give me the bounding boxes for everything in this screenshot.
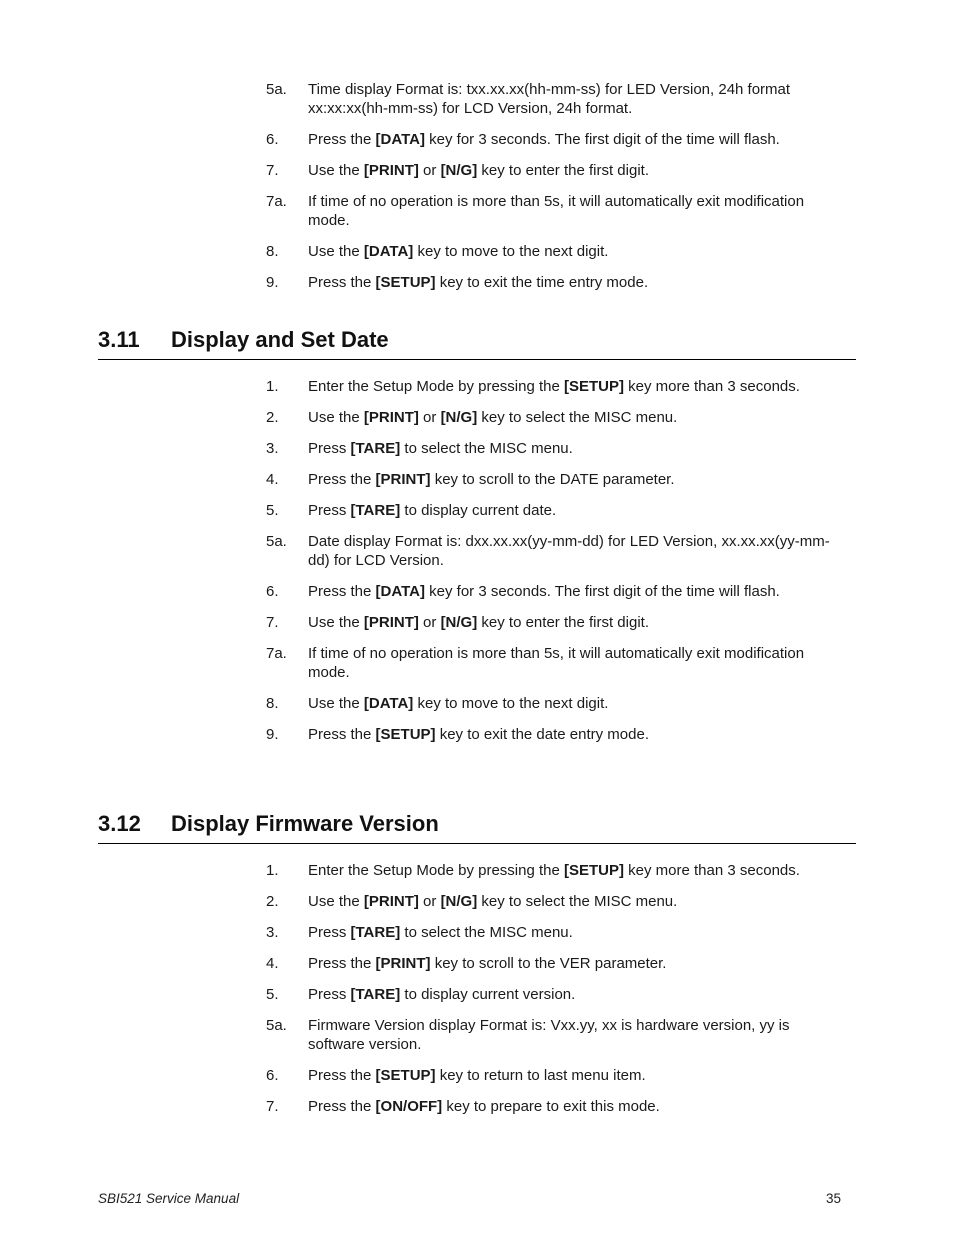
- step-text-segment: key to exit the date entry mode.: [435, 726, 649, 743]
- step-text-segment: Use the: [308, 409, 364, 426]
- step-text-segment: to select the MISC menu.: [400, 924, 573, 941]
- key-label: [DATA]: [375, 583, 425, 600]
- section-title: Display Firmware Version: [171, 811, 439, 836]
- step-number: 8.: [266, 243, 279, 260]
- step-text: [308, 502, 556, 519]
- list-item: [266, 644, 846, 682]
- key-label: [N/G]: [440, 893, 478, 910]
- step-number: 4.: [266, 471, 279, 488]
- step-number: 7.: [266, 1098, 279, 1115]
- step-text-segment: key to move to the next digit.: [413, 695, 609, 712]
- list-item: [266, 439, 846, 458]
- step-number: 1.: [266, 378, 279, 395]
- step-text: [308, 162, 649, 179]
- step-text-segment: key to exit the time entry mode.: [435, 274, 649, 291]
- step-text: [308, 1017, 790, 1053]
- step-text-segment: Enter the Setup Mode by pressing the: [308, 862, 564, 879]
- step-number: 7a.: [266, 645, 287, 662]
- key-label: [PRINT]: [363, 614, 419, 631]
- step-text: [308, 955, 666, 972]
- step-text-segment: Use the: [308, 614, 364, 631]
- key-label: [PRINT]: [375, 471, 431, 488]
- step-text: [308, 243, 608, 260]
- list-item: [266, 532, 846, 570]
- key-label: [N/G]: [440, 409, 478, 426]
- list-item: [266, 1097, 846, 1116]
- list-item: [266, 377, 846, 396]
- step-number: 6.: [266, 131, 279, 148]
- list-item: [266, 1066, 846, 1085]
- step-text-segment: to display current date.: [400, 502, 557, 519]
- step-number: 7.: [266, 614, 279, 631]
- key-label: [N/G]: [440, 162, 478, 179]
- step-text-segment: Press the: [308, 131, 376, 148]
- step-text-segment: to display current version.: [400, 986, 576, 1003]
- step-text-segment: Use the: [308, 243, 364, 260]
- step-text-segment: If time of no operation is more than 5s, it will automatically exit modification mode.: [308, 193, 805, 229]
- step-text-segment: or: [418, 409, 441, 426]
- key-label: [SETUP]: [564, 862, 624, 879]
- intro-step-list: [266, 80, 846, 304]
- step-number: 5.: [266, 986, 279, 1003]
- step-text-segment: Press the: [308, 955, 376, 972]
- list-item: [266, 985, 846, 1004]
- step-text-segment: key more than 3 seconds.: [624, 378, 800, 395]
- step-text-segment: Press the: [308, 583, 376, 600]
- step-number: 5.: [266, 502, 279, 519]
- key-label: [DATA]: [375, 131, 425, 148]
- list-item: [266, 923, 846, 942]
- list-item: [266, 273, 846, 292]
- section-3-11-step-list: [266, 377, 846, 756]
- step-text-segment: or: [418, 893, 441, 910]
- step-text: [308, 1098, 660, 1115]
- section-3-12-heading: [98, 811, 856, 844]
- section-3-12-step-list: [266, 861, 846, 1128]
- key-label: [SETUP]: [375, 726, 436, 743]
- list-item: [266, 954, 846, 973]
- step-number: 9.: [266, 726, 279, 743]
- step-text-segment: Use the: [308, 695, 364, 712]
- step-text-segment: key to enter the first digit.: [477, 162, 649, 179]
- step-number: 5a.: [266, 533, 287, 550]
- step-text: [308, 378, 800, 395]
- step-number: 6.: [266, 583, 279, 600]
- step-text-segment: key for 3 seconds. The first digit of the time will flash.: [424, 583, 780, 600]
- step-text-segment: Press: [308, 986, 351, 1003]
- footer-manual-title: SBI521 Service Manual: [98, 1191, 240, 1206]
- step-text-segment: Enter the Setup Mode by pressing the: [308, 378, 564, 395]
- step-text-segment: key to scroll to the DATE parameter.: [430, 471, 675, 488]
- step-text-segment: or: [418, 162, 441, 179]
- step-text: [308, 583, 780, 600]
- step-text-segment: Press the: [308, 471, 376, 488]
- step-text: [308, 726, 649, 743]
- key-label: [TARE]: [350, 924, 401, 941]
- section-title: Display and Set Date: [171, 327, 389, 352]
- key-label: [TARE]: [350, 502, 401, 519]
- step-number: 9.: [266, 274, 279, 291]
- step-text-segment: key for 3 seconds. The first digit of the time will flash.: [424, 131, 780, 148]
- step-text-segment: key to enter the first digit.: [477, 614, 649, 631]
- key-label: [TARE]: [350, 440, 401, 457]
- step-number: 2.: [266, 409, 279, 426]
- step-text-segment: key to move to the next digit.: [413, 243, 609, 260]
- step-text-segment: Press: [308, 440, 351, 457]
- step-number: 7a.: [266, 193, 287, 210]
- list-item: [266, 861, 846, 880]
- step-text-segment: Press: [308, 502, 351, 519]
- step-text-segment: Use the: [308, 893, 364, 910]
- section-number: 3.12: [98, 811, 141, 836]
- step-text: [308, 986, 575, 1003]
- list-item: [266, 725, 846, 744]
- list-item: [266, 130, 846, 149]
- step-number: 5a.: [266, 81, 287, 98]
- key-label: [TARE]: [350, 986, 401, 1003]
- step-number: 7.: [266, 162, 279, 179]
- step-text-segment: key to select the MISC menu.: [477, 893, 678, 910]
- list-item: [266, 242, 846, 261]
- step-number: 8.: [266, 695, 279, 712]
- list-item: [266, 501, 846, 520]
- list-item: [266, 582, 846, 601]
- step-text-segment: key to prepare to exit this mode.: [442, 1098, 660, 1115]
- list-item: [266, 80, 846, 118]
- section-3-11-heading: [98, 327, 856, 360]
- step-text-segment: Date display Format is: dxx.xx.xx(yy-mm-dd) for LED Version, xx.xx.xx(yy-mm-dd) for LCD Version.: [308, 533, 830, 569]
- step-text-segment: key to scroll to the VER parameter.: [430, 955, 667, 972]
- step-text-segment: to select the MISC menu.: [400, 440, 573, 457]
- step-text-segment: or: [418, 614, 441, 631]
- step-text-segment: key more than 3 seconds.: [624, 862, 800, 879]
- step-text: [308, 471, 675, 488]
- step-text: [308, 193, 804, 229]
- key-label: [PRINT]: [375, 955, 431, 972]
- key-label: [SETUP]: [375, 274, 436, 291]
- step-text-segment: key to return to last menu item.: [435, 1067, 646, 1084]
- step-text: [308, 614, 649, 631]
- key-label: [PRINT]: [363, 893, 419, 910]
- step-text-segment: If time of no operation is more than 5s, it will automatically exit modification mode.: [308, 645, 805, 681]
- step-text-segment: Press the: [308, 1067, 376, 1084]
- step-text-segment: Press the: [308, 726, 376, 743]
- step-text: [308, 645, 804, 681]
- step-text-segment: Press the: [308, 1098, 376, 1115]
- step-number: 1.: [266, 862, 279, 879]
- list-item: [266, 694, 846, 713]
- step-text-segment: key to select the MISC menu.: [477, 409, 678, 426]
- key-label: [SETUP]: [375, 1067, 436, 1084]
- list-item: [266, 470, 846, 489]
- step-text-segment: Firmware Version display Format is: Vxx.yy, xx is hardware version, yy is software version.: [308, 1017, 790, 1053]
- key-label: [DATA]: [363, 695, 414, 712]
- step-number: 5a.: [266, 1017, 287, 1034]
- step-number: 4.: [266, 955, 279, 972]
- key-label: [PRINT]: [363, 162, 419, 179]
- key-label: [N/G]: [440, 614, 478, 631]
- step-text-segment: Time display Format is: txx.xx.xx(hh-mm-ss) for LED Version, 24h format xx:xx:xx(hh-mm-ss) for LCD Version, 24h format.: [308, 81, 791, 117]
- step-text-segment: Use the: [308, 162, 364, 179]
- footer-page-number: 35: [825, 1191, 841, 1206]
- step-text: [308, 409, 677, 426]
- section-number: 3.11: [98, 327, 140, 352]
- step-number: 2.: [266, 893, 279, 910]
- step-text: [308, 131, 780, 148]
- step-text: [308, 862, 800, 879]
- list-item: [266, 1016, 846, 1054]
- step-text-segment: Press the: [308, 274, 376, 291]
- step-text: [308, 893, 677, 910]
- key-label: [DATA]: [363, 243, 414, 260]
- step-number: 3.: [266, 440, 279, 457]
- step-text: [308, 81, 790, 117]
- step-number: 6.: [266, 1067, 279, 1084]
- step-text: [308, 1067, 646, 1084]
- list-item: [266, 192, 846, 230]
- key-label: [SETUP]: [564, 378, 624, 395]
- step-text: [308, 533, 830, 569]
- step-text: [308, 695, 608, 712]
- step-number: 3.: [266, 924, 279, 941]
- list-item: [266, 892, 846, 911]
- step-text: [308, 274, 648, 291]
- list-item: [266, 613, 846, 632]
- step-text: [308, 440, 573, 457]
- list-item: [266, 408, 846, 427]
- key-label: [PRINT]: [363, 409, 419, 426]
- key-label: [ON/OFF]: [375, 1098, 443, 1115]
- step-text-segment: Press: [308, 924, 351, 941]
- step-text: [308, 924, 573, 941]
- list-item: [266, 161, 846, 180]
